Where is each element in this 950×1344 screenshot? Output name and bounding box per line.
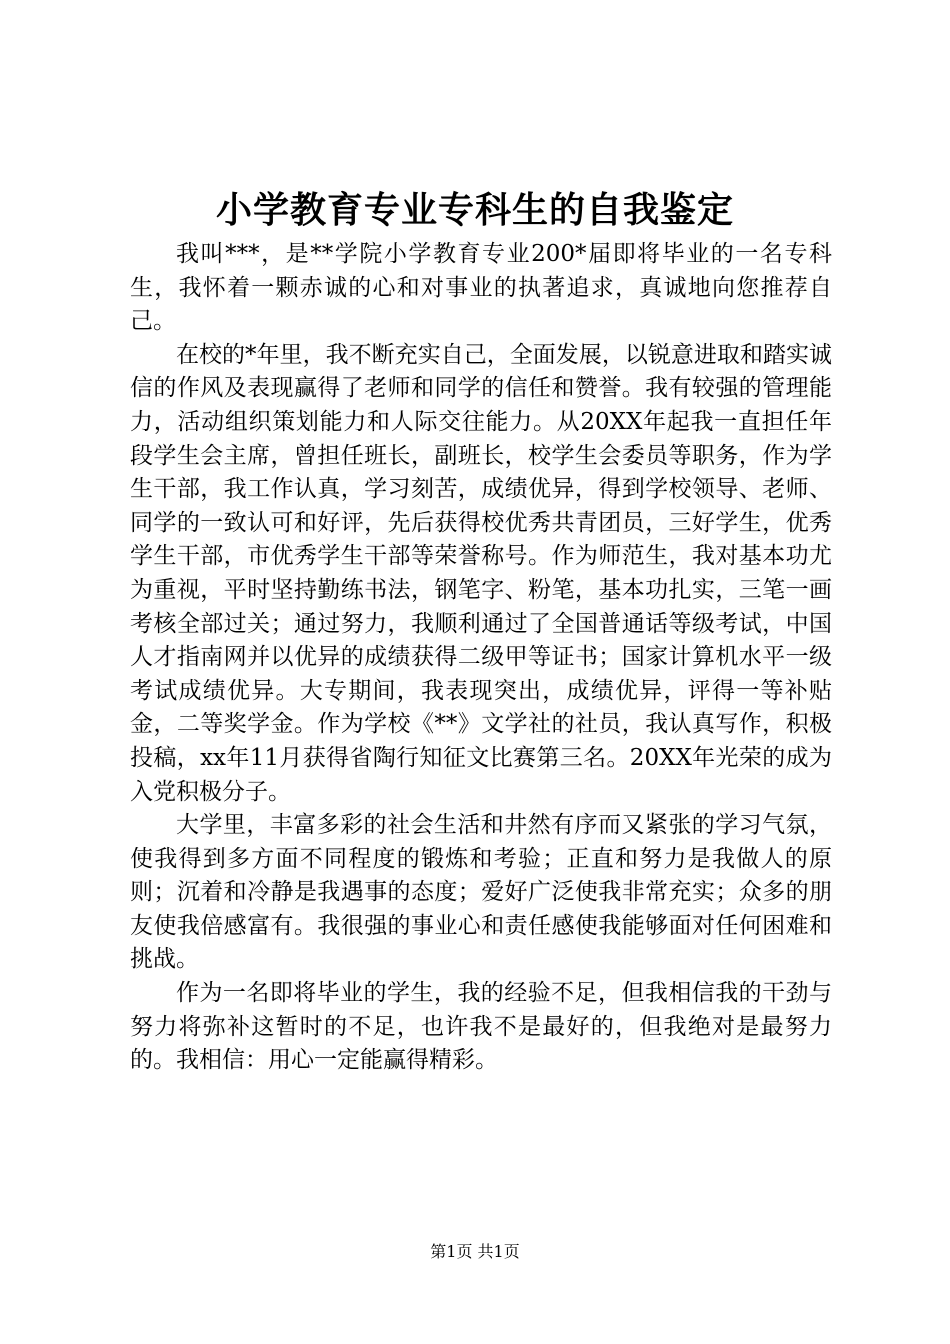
paragraph-school-achievements: 在校的*年里，我不断充实自己，全面发展，以锐意进取和踏实诚信的作风及表现赢得了老师和同学的信任和赞誉。我有较强的管理能力，活动组织策划能力和人际交往能力。从20XX年起我一直担任年段学生会主席，曾担任班长，副班长，校学生会委员等职务，作为学生干部，我工作认真，学习刻苦，成绩优异，得到学校领导、老师、同学的一致认可和好评，先后获得校优秀共青团员，三好学生，优秀学生干部，市优秀学生干部等荣誉称号。作为师范生，我对基本功尤为重视，平时坚持勤练书法，钢笔字、粉笔，基本功扎实，三笔一画考核全部过关；通过努力，我顺利通过了全国普通话等级考试，中国人才指南网并以优异的成绩获得二级甲等证书；国家计算机水平一级考试成绩优异。大专期间，我表现突出，成绩优异，评得一等补贴金，二等奖学金。作为学校《**》文学社的社员，我认真写作，积极投稿，xx年11月获得省陶行知征文比赛第三名。20XX年光荣的成为入党积极分子。 [130,341,832,805]
paragraph-university-life: 大学里，丰富多彩的社会生活和井然有序而又紧张的学习气氛，使我得到多方面不同程度的锻炼和考验；正直和努力是我做人的原则；沉着和冷静是我遇事的态度；爱好广泛使我非常充实；众多的朋友使我倍感富有。我很强的事业心和责任感使我能够面对任何困难和挑战。 [130,812,832,973]
page-number-footer: 第1页 共1页 [430,1242,520,1261]
paragraph-conclusion: 作为一名即将毕业的学生，我的经验不足，但我相信我的干劲与努力将弥补这暂时的不足，也许我不是最好的，但我绝对是最努力的。我相信：用心一定能赢得精彩。 [130,980,832,1074]
paragraph-introduction: 我叫***，是**学院小学教育专业200*届即将毕业的一名专科生，我怀着一颗赤诚的心和对事业的执著追求，真诚地向您推荐自己。 [130,241,832,335]
document-body [130,238,832,1078]
document-title: 小学教育专业专科生的自我鉴定 [215,189,734,231]
